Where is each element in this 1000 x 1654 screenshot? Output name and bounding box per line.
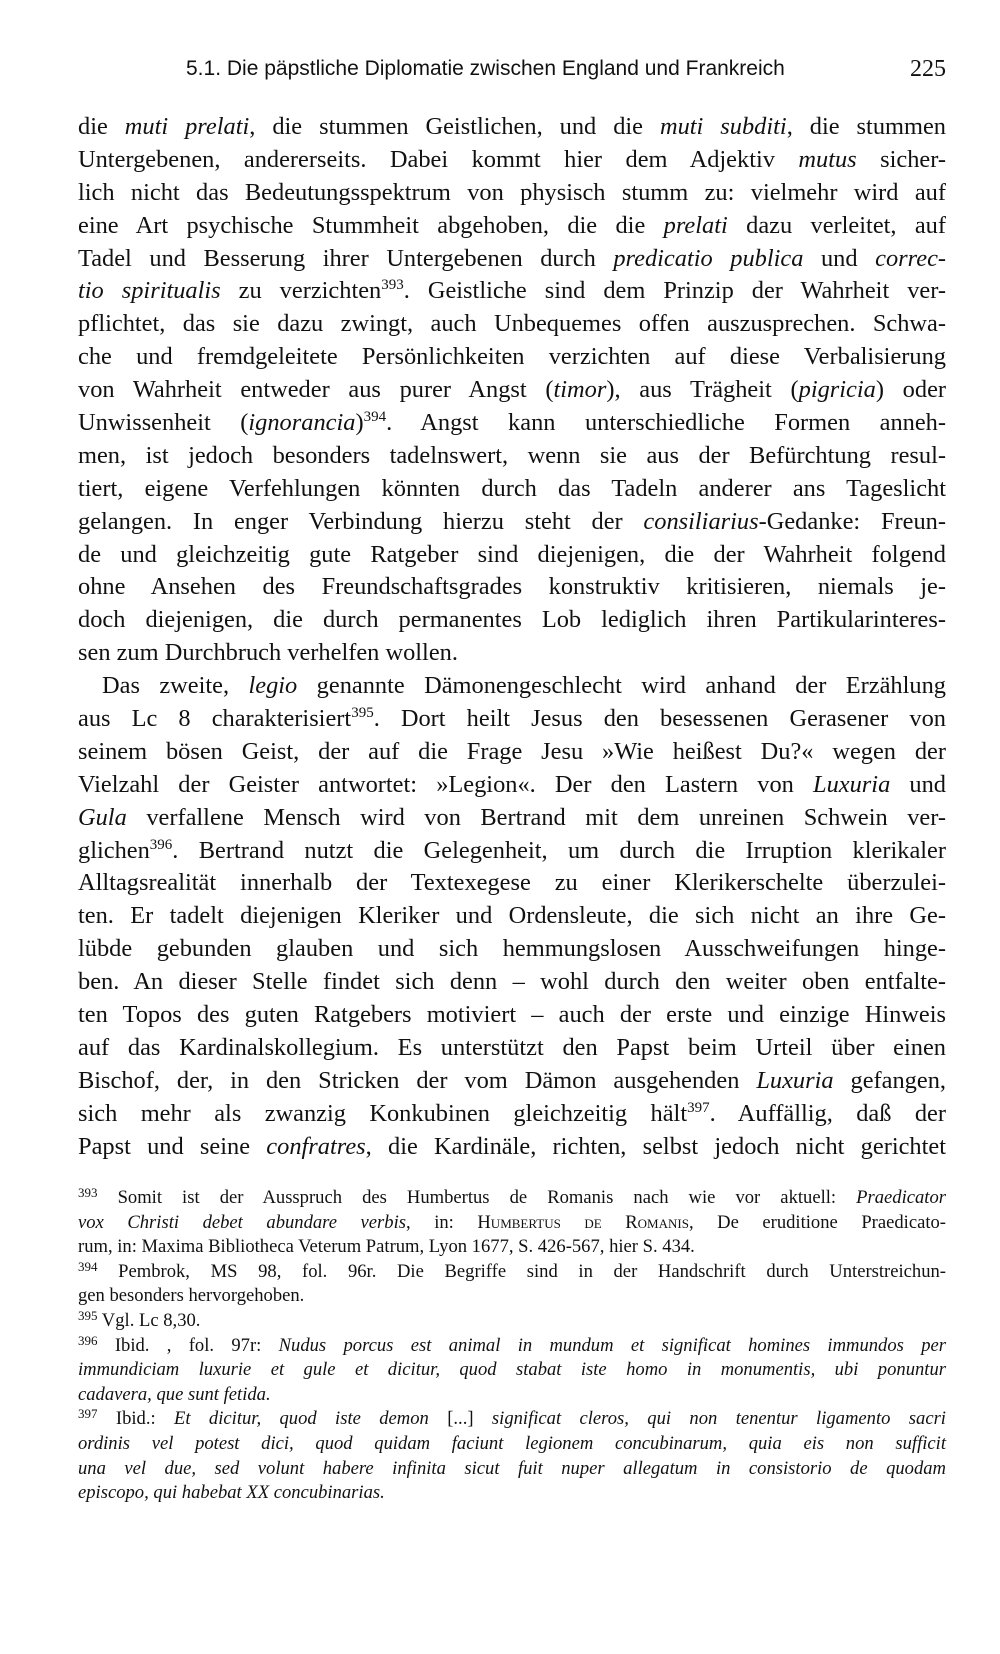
footnote-line: una vel due, sed volunt habere infinita sicut fuit nuper allegatum in consistorio de quodam: [78, 1457, 946, 1479]
text-line: Bischof, der, in den Stricken der vom Dämon ausgehenden Luxuria gefangen,: [78, 1066, 946, 1094]
footnote-394: $^{394}$ Pembrok, MS 98, fol. 96r. Die Begriffe sind in der Handschrift durch Unterstreichun-: [78, 1258, 946, 1282]
text-line: men, ist jedoch besonders tadelnswert, wenn sie aus der Befürchtung resul-: [78, 441, 946, 469]
text-line: tiert, eigene Verfehlungen könnten durch das Tadeln anderer ans Tageslicht: [78, 474, 946, 502]
text-line: de und gleichzeitig gute Ratgeber sind diejenigen, die der Wahrheit folgend: [78, 540, 946, 568]
footnote-line: episcopo, qui habebat XX concubinarias.: [78, 1482, 385, 1504]
footnote-line: rum, in: Maxima Bibliotheca Veterum Patrum, Lyon 1677, S. 426-567, hier S. 434.: [78, 1236, 695, 1258]
text-line: Alltagsrealität innerhalb der Textexegese zu einer Klerikerschelte überzulei-: [78, 869, 946, 897]
footnote-line: cadavera, que sunt fetida.: [78, 1383, 271, 1405]
text-line: Das zweite, legio genannte Dämonengeschlecht wird anhand der Erzählung: [102, 672, 946, 700]
text-line: von Wahrheit entweder aus purer Angst (timor), aus Trägheit (pigricia) oder: [78, 376, 947, 404]
text-line: seinem bösen Geist, der auf die Frage Jesu »Wie heißest Du?« wegen der: [78, 737, 946, 765]
text-line: ten Topos des guten Ratgebers motiviert – auch der erste und einzige Hinweis: [78, 1001, 946, 1029]
footnote-397: $^{397}$ Ibid.: Et dicitur, quod iste demon [...] significat cleros, qui non tenentur ligamento sacri: [78, 1406, 946, 1430]
text-line: Untergebenen, andererseits. Dabei kommt hier dem Adjektiv mutus sicher-: [78, 145, 946, 173]
text-line: sen zum Durchbruch verhelfen wollen.: [78, 639, 458, 667]
footnote-393: $^{393}$ Somit ist der Ausspruch des Humbertus de Romanis nach wie vor aktuell: Praedicator: [78, 1185, 946, 1208]
text-line: lich nicht das Bedeutungsspektrum von physisch stumm zu: vielmehr wird auf: [78, 178, 946, 206]
text-line: ten. Er tadelt diejenigen Kleriker und Ordensleute, die sich nicht an ihre Ge-: [78, 902, 946, 930]
text-line: auf das Kardinalskollegium. Es unterstützt den Papst beim Urteil über einen: [78, 1033, 946, 1061]
text-line: gelangen. In enger Verbindung hierzu steht der consiliarius-Gedanke: Freun-: [78, 507, 946, 535]
body-text: [78, 111, 946, 1164]
text-line: Unwissenheit (ignorancia)$^{394}$. Angst kann unterschiedliche Formen anneh-: [78, 409, 946, 437]
text-line: lübde gebunden glauben und sich hemmungslosen Ausschweifungen hinge-: [78, 935, 946, 963]
footnote-ref-397: 397: [687, 1099, 710, 1116]
text-line: tio spiritualis zu verzichten$^{393}$. Geistliche sind dem Prinzip der Wahrheit ver-: [78, 277, 947, 305]
text-line: Vielzahl der Geister antwortet: »Legion«. Der den Lastern von Luxuria und: [78, 770, 946, 798]
footnote-395: $^{395}$ Vgl. Lc 8,30.: [78, 1307, 201, 1331]
footnotes: [78, 1186, 946, 1506]
section-title: 5.1. Die päpstliche Diplomatie zwischen England und Frankreich: [186, 57, 785, 80]
text-line: Papst und seine confratres, die Kardinäle, richten, selbst jedoch nicht gerichtet: [78, 1132, 946, 1160]
text-line: sich mehr als zwanzig Konkubinen gleichzeitig hält$^{397}$. Auffällig, daß der: [78, 1099, 946, 1127]
footnote-line: ordinis vel potest dici, quod quidam faciunt legionem concubinarum, quia eis non sufficit: [78, 1432, 946, 1454]
text-line: ohne Ansehen des Freundschaftsgrades konstruktiv kritisieren, niemals je-: [78, 573, 946, 601]
text-line: aus Lc 8 charakterisiert$^{395}$. Dort heilt Jesus den besessenen Gerasener von: [78, 705, 946, 733]
footnote-ref-393: 393: [381, 277, 404, 294]
text-line: ben. An dieser Stelle findet sich denn – wohl durch den weiter oben entfalte-: [78, 968, 946, 996]
running-head: [78, 52, 946, 86]
text-line: Tadel und Besserung ihrer Untergebenen durch predicatio publica und correc-: [78, 244, 947, 272]
text-line: che und fremdgeleitete Persönlichkeiten verzichten auf diese Verbalisierung: [78, 343, 946, 371]
text-line: doch diejenigen, die durch permanentes Lob lediglich ihren Partikularinteres-: [78, 606, 946, 634]
footnote-line: gen besonders hervorgehoben.: [78, 1285, 305, 1307]
text-line: eine Art psychische Stummheit abgehoben, die die prelati dazu verleitet, auf: [78, 211, 947, 239]
page-number: 225: [910, 56, 946, 82]
text-line: die muti prelati, die stummen Geistlichen, und die muti subditi, die stummen: [78, 113, 946, 140]
footnote-ref-394: 394: [363, 409, 387, 426]
text-line: pflichtet, das sie dazu zwingt, auch Unbequemes offen auszusprechen. Schwa-: [78, 310, 946, 338]
text-line: glichen$^{396}$. Bertrand nutzt die Gelegenheit, um durch die Irruption klerikaler: [78, 836, 946, 864]
footnote-ref-395: 395: [351, 705, 374, 722]
footnote-line: vox Christi debet abundare verbis, in: Humbertus de Romanis, De eruditione Praedicato-: [78, 1211, 946, 1233]
footnote-line: immundiciam luxurie et gule et dicitur, quod stabat iste homo in monumentis, ubi ponuntur: [78, 1359, 946, 1381]
footnote-ref-396: 396: [149, 836, 173, 853]
text-line: Gula verfallene Mensch wird von Bertrand mit dem unreinen Schwein ver-: [78, 803, 946, 831]
footnote-396: $^{396}$ Ibid. , fol. 97r: Nudus porcus est animal in mundum et significat homines immundos per: [78, 1332, 946, 1356]
